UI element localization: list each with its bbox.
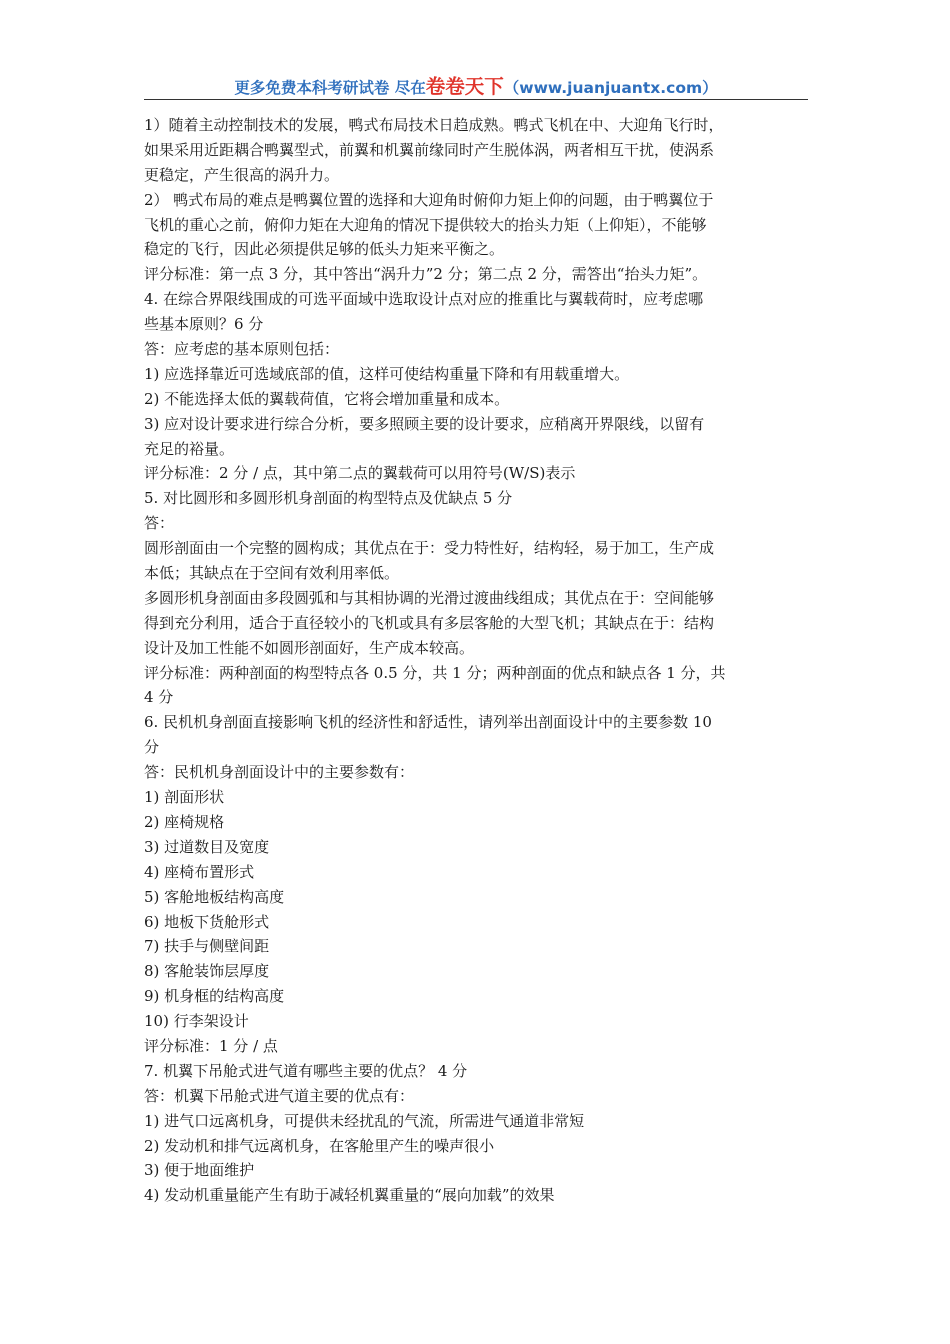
- text-line: 些基本原则？6 分: [144, 315, 264, 334]
- text-line: 设计及加工性能不如圆形剖面好，生产成本较高。: [144, 638, 475, 657]
- text-line: 分: [144, 738, 160, 757]
- text-line: 评分标准：1 分 / 点: [144, 1036, 278, 1055]
- text-line: 6) 地板下货舱形式: [144, 912, 270, 931]
- document-body: [144, 113, 810, 1208]
- text-line: 评分标准：两种剖面的构型特点各 0.5 分，共 1 分；两种剖面的优点和缺点各 1 分，共: [144, 663, 726, 682]
- text-line: 如果采用近距耦合鸭翼型式，前翼和机翼前缘同时产生脱体涡，两者相互干扰，使涡系: [144, 140, 715, 159]
- text-line: 4 分: [144, 688, 174, 707]
- text-line: 1）随着主动控制技术的发展，鸭式布局技术日趋成熟。鸭式飞机在中、大迎角飞行时，: [144, 116, 724, 134]
- text-line: 5. 对比圆形和多圆形机身剖面的构型特点及优缺点 5 分: [144, 489, 513, 508]
- text-line: 6. 民机机身剖面直接影响飞机的经济性和舒适性，请列举出剖面设计中的主要参数 10: [144, 713, 712, 732]
- header-brand: 卷卷天下: [425, 75, 504, 98]
- text-line: 2) 发动机和排气远离机身，在客舱里产生的噪声很小: [144, 1136, 495, 1155]
- text-line: 10) 行李架设计: [144, 1012, 249, 1031]
- text-line: 2) 不能选择太低的翼载荷值，它将会增加重量和成本。: [144, 389, 510, 408]
- text-line: 圆形剖面由一个完整的圆构成；其优点在于：受力特性好，结构轻，易于加工，生产成: [144, 539, 715, 558]
- text-line: 1) 剖面形状: [144, 788, 225, 807]
- text-line: 更稳定，产生很高的涡升力。: [144, 165, 340, 184]
- header-prefix: 更多免费本科考研试卷 尽在: [234, 79, 426, 97]
- text-line: 4) 发动机重量能产生有助于减轻机翼重量的“展向加载”的效果: [144, 1186, 555, 1205]
- text-line: 5) 客舱地板结构高度: [144, 887, 285, 906]
- text-line: 充足的裕量。: [144, 439, 235, 458]
- text-line: 7) 扶手与侧壁间距: [144, 937, 270, 956]
- header-divider: [144, 99, 808, 100]
- text-line: 4) 座椅布置形式: [144, 862, 255, 881]
- text-line: 答：应考虑的基本原则包括：: [144, 340, 340, 359]
- text-line: 9) 机身框的结构高度: [144, 987, 285, 1006]
- text-line: 2) 座椅规格: [144, 812, 225, 831]
- page-header: [144, 72, 808, 102]
- text-line: 稳定的飞行，因此必须提供足够的低头力矩来平衡之。: [144, 240, 505, 259]
- text-line: 3) 应对设计要求进行综合分析，要多照顾主要的设计要求，应稍离开界限线，以留有: [144, 414, 705, 433]
- text-line: 评分标准：第一点 3 分，其中答出“涡升力”2 分；第二点 2 分，需答出“抬头力矩”。: [144, 265, 708, 284]
- text-line: 本低；其缺点在于空间有效利用率低。: [144, 564, 400, 583]
- text-line: 3) 便于地面维护: [144, 1161, 255, 1180]
- text-line: 4. 在综合界限线围成的可选平面域中选取设计点对应的推重比与翼载荷时，应考虑哪: [144, 290, 704, 309]
- text-line: 答：: [144, 514, 175, 533]
- text-line: 3) 过道数目及宽度: [144, 837, 270, 856]
- text-line: 2） 鸭式布局的难点是鸭翼位置的选择和大迎角时俯仰力矩上仰的问题，由于鸭翼位于: [144, 190, 714, 209]
- text-line: 答：民机机身剖面设计中的主要参数有：: [144, 763, 415, 782]
- text-line: 评分标准：2 分 / 点，其中第二点的翼载荷可以用符号(W/S)表示: [144, 464, 576, 483]
- text-line: 8) 客舱装饰层厚度: [144, 962, 270, 981]
- text-line: 7. 机翼下吊舱式进气道有哪些主要的优点？ 4 分: [144, 1061, 468, 1080]
- text-line: 飞机的重心之前，俯仰力矩在大迎角的情况下提供较大的抬头力矩（上仰矩），不能够: [144, 215, 707, 234]
- text-line: 得到充分利用，适合于直径较小的飞机或具有多层客舱的大型飞机；其缺点在于：结构: [144, 613, 715, 632]
- text-line: 答：机翼下吊舱式进气道主要的优点有：: [144, 1086, 415, 1105]
- text-line: 1) 进气口远离机身，可提供未经扰乱的气流，所需进气通道非常短: [144, 1111, 585, 1130]
- header-link[interactable]: （www.juanjuantx.com）: [503, 79, 718, 97]
- text-line: 多圆形机身剖面由多段圆弧和与其相协调的光滑过渡曲线组成；其优点在于：空间能够: [144, 588, 715, 607]
- text-line: 1) 应选择靠近可选域底部的值，这样可使结构重量下降和有用载重增大。: [144, 364, 630, 383]
